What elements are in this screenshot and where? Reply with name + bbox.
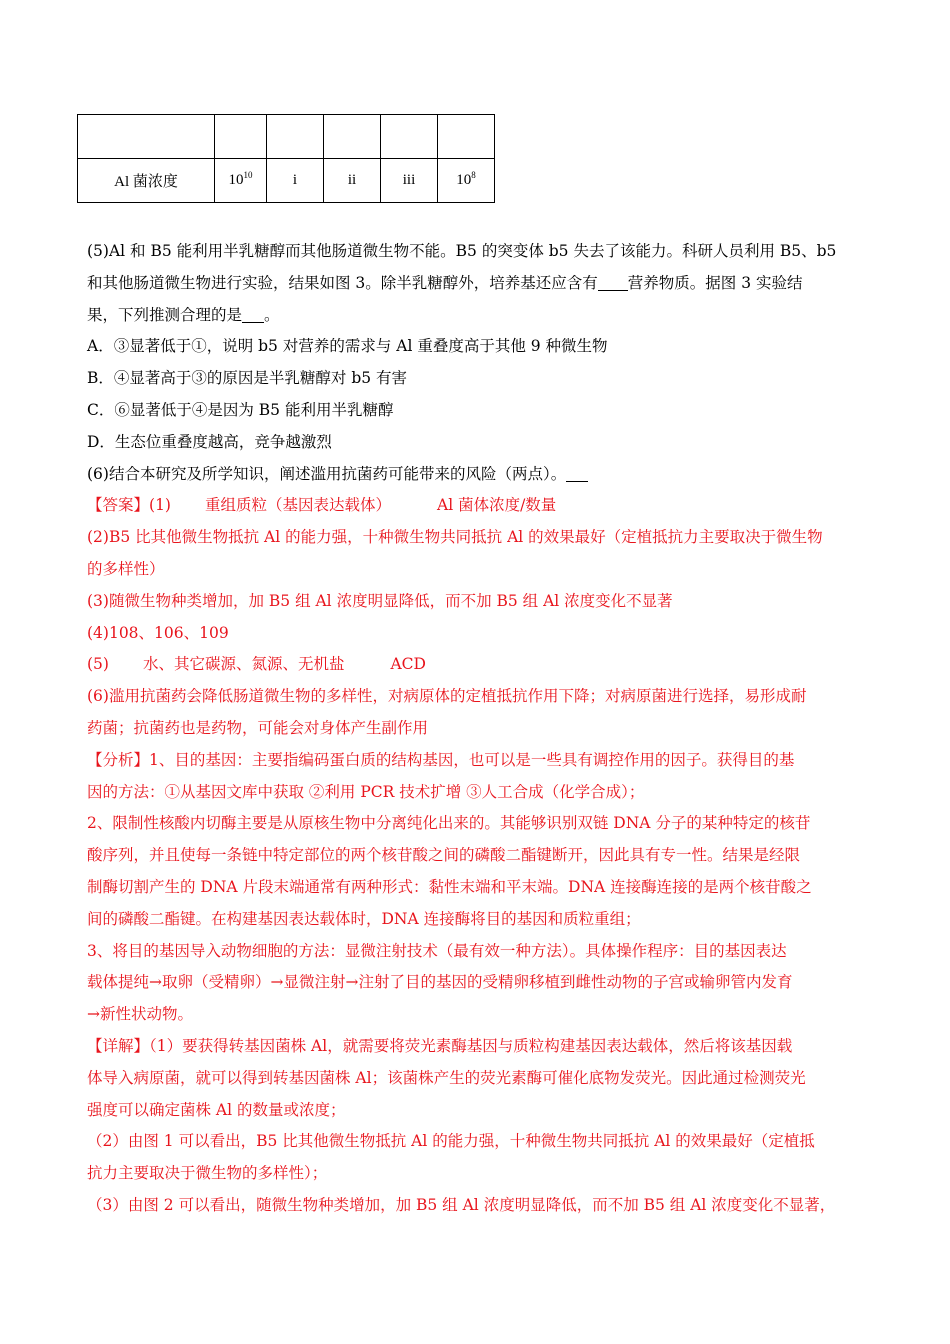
table-cell: iii: [381, 159, 438, 203]
answer-text: 水、其它碳源、氮源、无机盐: [142, 655, 345, 674]
option-d: D．生态位重叠度越高，竞争越激烈: [87, 432, 332, 451]
data-table: [77, 114, 495, 203]
question-6-line: [87, 459, 867, 491]
answer-1: [87, 490, 867, 522]
detail-line: 体导入病原菌，就可以得到转基因菌株 Al；该菌株产生的荧光素酶可催化底物发荧光。因此通过检测荧光: [87, 1068, 806, 1087]
answer-6: 药菌；抗菌药也是药物，可能会对身体产生副作用: [87, 718, 429, 737]
question-text: 。: [264, 305, 280, 324]
answer-blank: [566, 463, 588, 482]
question-text: (6)结合本研究及所学知识，阐述滥用抗菌药可能带来的风险（两点）。: [87, 464, 567, 483]
table-row: [78, 159, 495, 203]
table-cell: [215, 115, 267, 159]
question-text: 和其他肠道微生物进行实验，结果如图 3。除半乳糖醇外，培养基还应含有: [87, 273, 598, 292]
table-cell: [438, 115, 495, 159]
answer-label: 【答案】: [87, 496, 150, 515]
question-5-line: [87, 300, 867, 332]
table-row: [78, 115, 495, 159]
cell-exponent: 10: [243, 170, 253, 180]
answer-2: (2)B5 比其他微生物抵抗 Al 的能力强，十种微生物共同抵抗 Al 的效果最好（定植抵抗力主要取决于微生物: [87, 528, 823, 547]
question-text: 营养物质。据图 3 实验结: [627, 273, 803, 292]
answer-text: ACD: [390, 655, 426, 674]
analysis-line: 酸序列，并且使每一条链中特定部位的两个核苷酸之间的磷酸二酯键断开，因此具有专一性。结果是经限: [87, 846, 801, 865]
cell-base: 10: [456, 172, 472, 188]
table-cell: [267, 115, 324, 159]
table-cell: [438, 159, 495, 203]
analysis-line: 制酶切割产生的 DNA 片段末端通常有两种形式：黏性末端和平末端。DNA 连接酶连接的是两个核苷酸之: [87, 877, 812, 896]
detail-line: （3）由图 2 可以看出，随微生物种类增加，加 B5 组 Al 浓度明显降低，而不加 B5 组 Al 浓度变化不显著，: [87, 1195, 836, 1214]
question-5-line: [87, 268, 867, 300]
answer-blank: [242, 304, 264, 323]
analysis-line: 间的磷酸二酯键。在构建基因表达载体时，DNA 连接酶将目的基因和质粒重组；: [87, 909, 641, 928]
analysis-line: 载体提纯→取卵（受精卵）→显微注射→注射了目的基因的受精卵移植到雌性动物的子宫或输卵管内发育: [87, 973, 793, 992]
analysis-line: 因的方法：①从基因文库中获取 ②利用 PCR 技术扩增 ③人工合成（化学合成）；: [87, 782, 645, 801]
analysis-line: →新性状动物。: [87, 1005, 193, 1024]
cell-base: 10: [228, 172, 244, 188]
cell-exponent: 8: [471, 170, 476, 180]
analysis-line: 3、将目的基因导入动物细胞的方法：显微注射技术（最有效一种方法）。具体操作程序：目的基因表达: [87, 941, 787, 960]
option-b: B．④显著高于③的原因是半乳糖醇对 b5 有害: [87, 369, 408, 388]
table-cell: [78, 115, 215, 159]
analysis-line: 【分析】1、目的基因：主要指编码蛋白质的结构基因，也可以是一些具有调控作用的因子。获得目的基: [87, 750, 795, 769]
detail-line: 抗力主要取决于微生物的多样性）；: [87, 1164, 328, 1183]
answer-text: 重组质粒（基因表达载体）: [204, 496, 391, 515]
table-cell: ii: [324, 159, 381, 203]
answer-5: [87, 649, 867, 681]
answer-number: (5): [87, 655, 109, 674]
answer-text: Al 菌体浓度/数量: [437, 496, 557, 515]
analysis-line: 2、限制性核酸内切酶主要是从原核生物中分离纯化出来的。其能够识别双链 DNA 分子的某种特定的核苷: [87, 814, 811, 833]
detail-line: （2）由图 1 可以看出，B5 比其他微生物抵抗 Al 的能力强，十种微生物共同抵抗 Al 的效果最好（定植抵: [87, 1132, 815, 1151]
option-c: C．⑥显著低于④是因为 B5 能利用半乳糖醇: [87, 400, 394, 419]
answer-2: 的多样性）: [87, 559, 165, 578]
question-text: 果，下列推测合理的是: [87, 305, 243, 324]
answer-6: (6)滥用抗菌药会降低肠道微生物的多样性，对病原体的定植抵抗作用下降；对病原菌进行选择，易形成耐: [87, 687, 807, 706]
answer-4: (4)108、106、109: [87, 623, 229, 642]
answer-blank: [598, 272, 628, 291]
table-cell: [215, 159, 267, 203]
option-a: A．③显著低于①，说明 b5 对营养的需求与 Al 重叠度高于其他 9 种微生物: [87, 337, 608, 356]
question-5-line: (5)Al 和 B5 能利用半乳糖醇而其他肠道微生物不能。B5 的突变体 b5 失去了该能力。科研人员利用 B5、b5: [87, 242, 837, 260]
detail-line: 【详解】（1）要获得转基因菌株 Al，就需要将荧光素酶基因与质粒构建基因表达载体，然后将该基因载: [87, 1036, 793, 1055]
table-cell: i: [267, 159, 324, 203]
table-cell: [324, 115, 381, 159]
table-cell-label: Al 菌浓度: [78, 159, 215, 203]
answer-number: (1): [149, 496, 171, 515]
answer-3: (3)随微生物种类增加，加 B5 组 Al 浓度明显降低，而不加 B5 组 Al 浓度变化不显著: [87, 591, 673, 610]
document-body: [87, 236, 867, 1222]
table-cell: [381, 115, 438, 159]
detail-line: 强度可以确定菌株 Al 的数量或浓度；: [87, 1100, 346, 1119]
